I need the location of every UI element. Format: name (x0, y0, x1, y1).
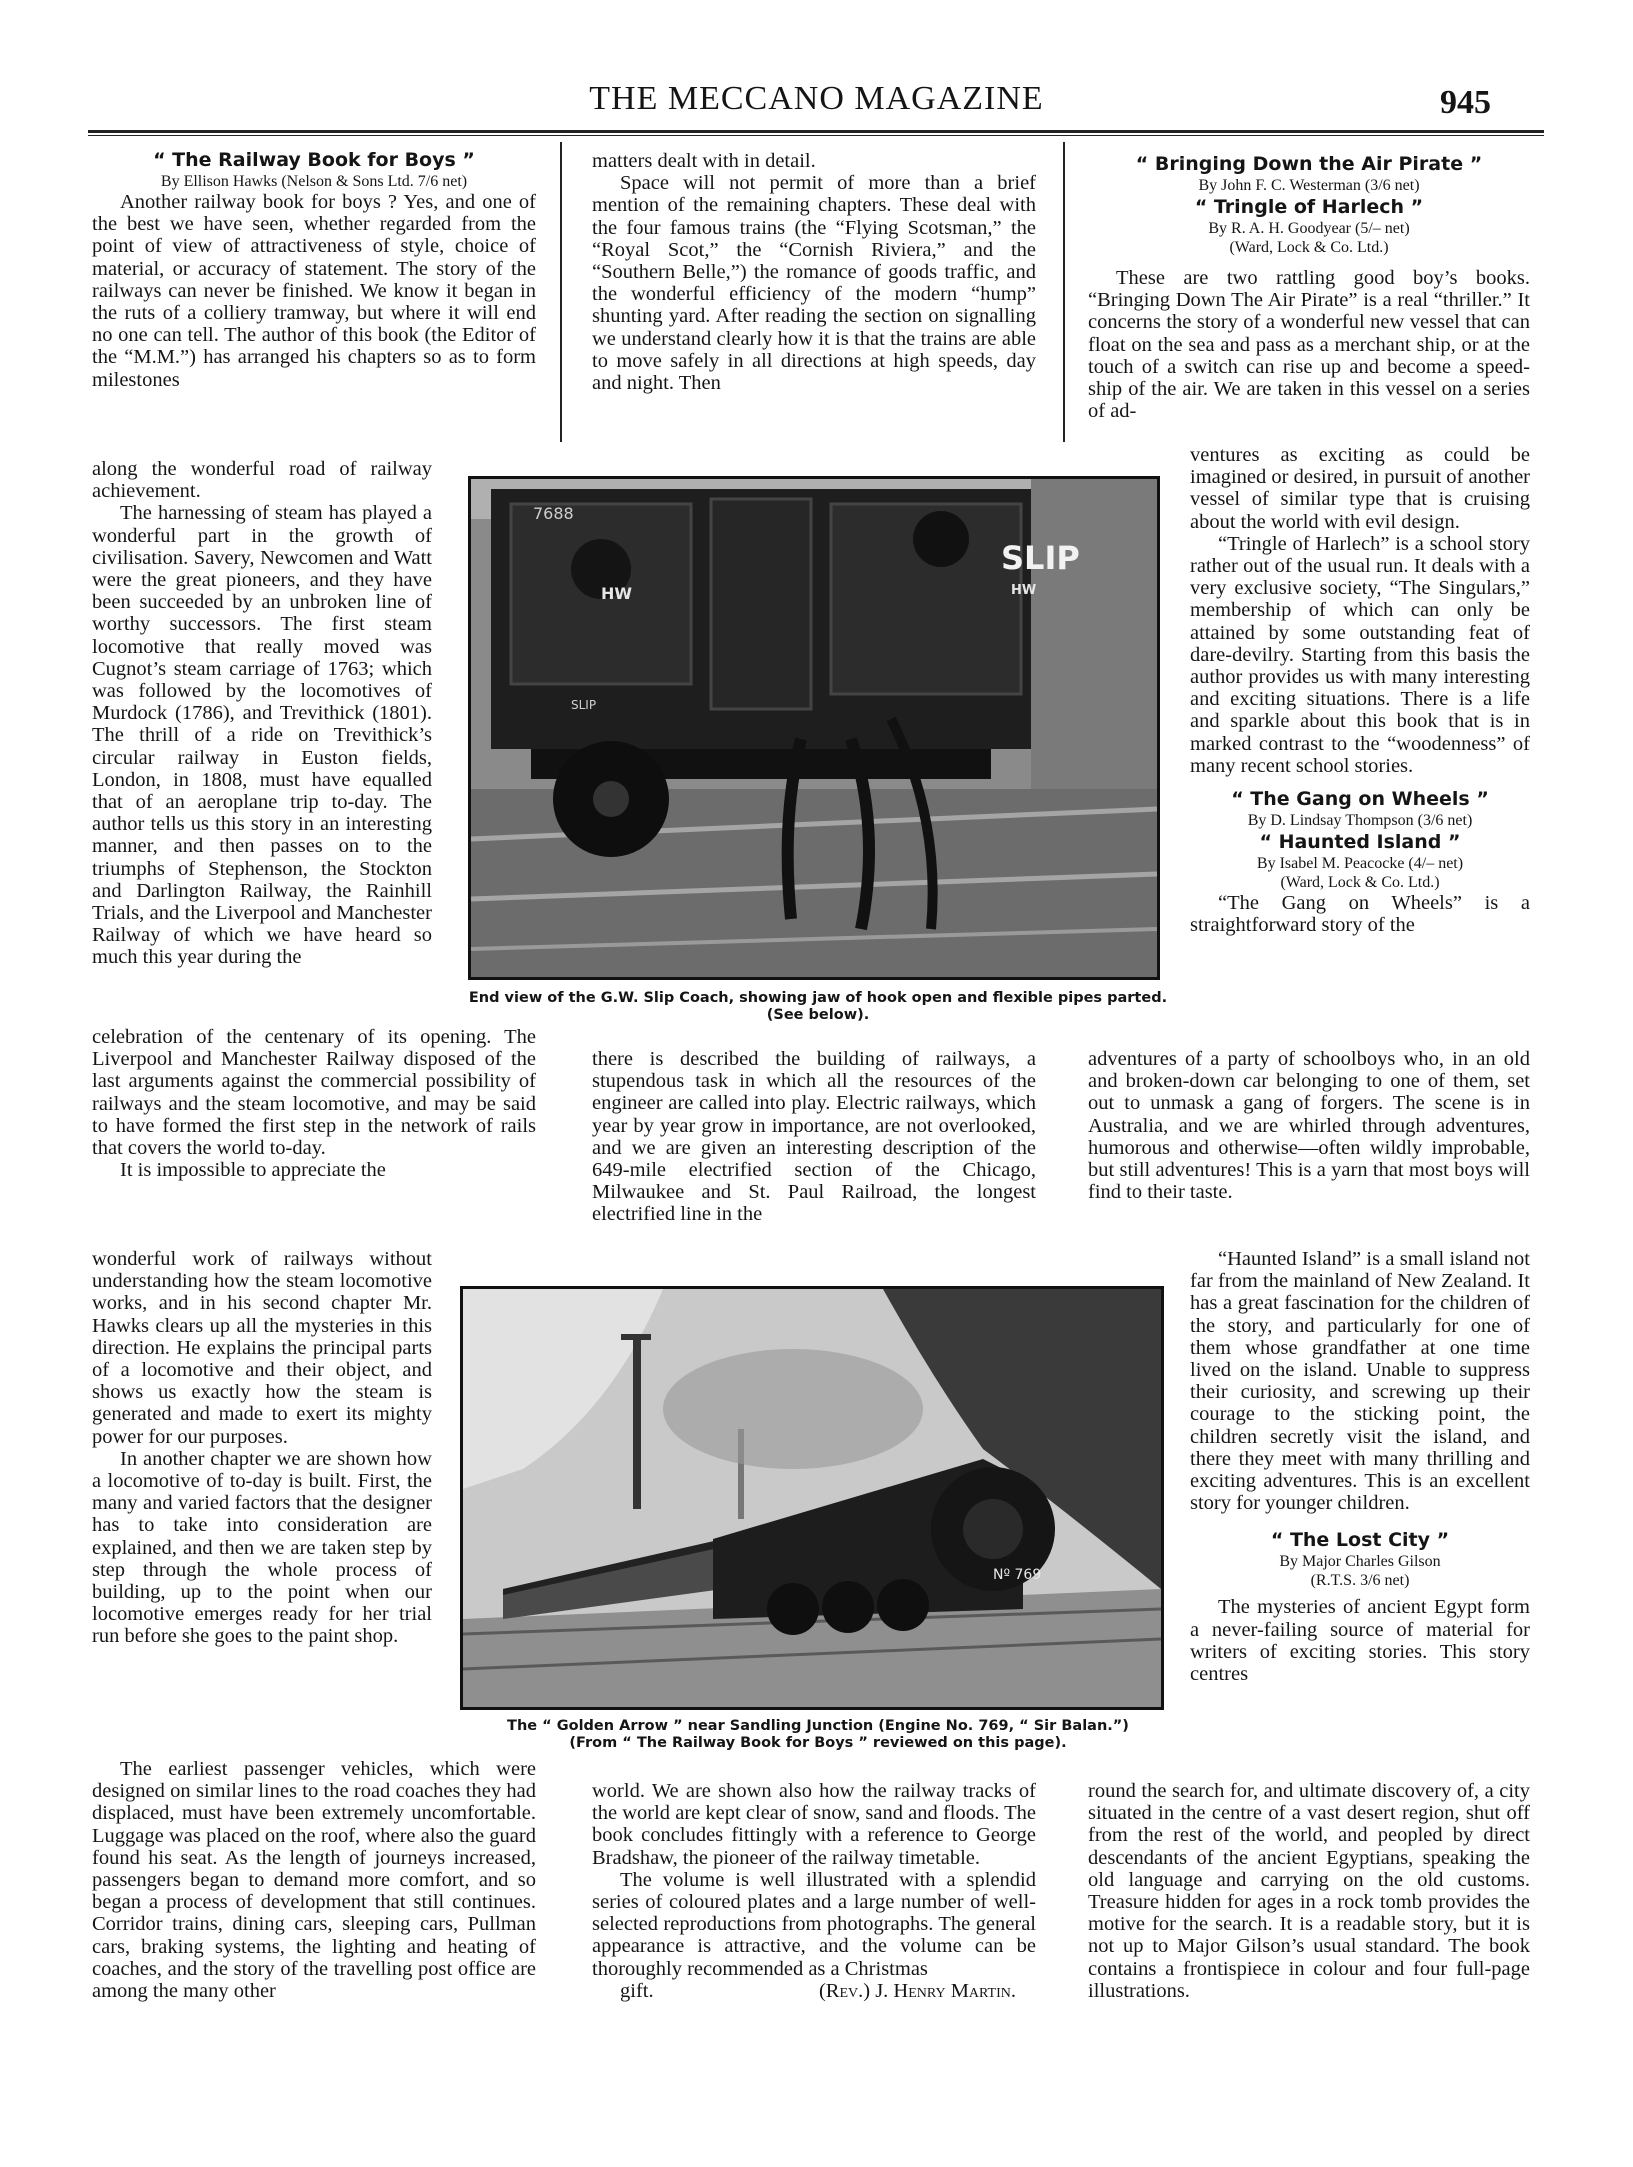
paragraph: wonderful work of railways without understanding how the steam locomotive works, and in his second chapter Mr. Hawks clears up all the mysteries in this direction. He explains the principal parts of a locomotive and their object, and shows us exactly how the steam is generated and made to exert its mighty power for our purposes. (92, 1248, 432, 1448)
paragraph: “The Gang on Wheels” is a straightforward story of the (1190, 892, 1530, 937)
column-1-narrow (92, 458, 432, 969)
column-1-top (92, 148, 536, 391)
column-1-middle (92, 1026, 536, 1181)
paragraph: Space will not permit of more than a brief mention of the remaining chapters. These deal with the four famous trains (the “Flying Scotsman,” the “Royal Scot,” the “Cornish Riviera,” and the “Southern Belle,”) the romance of goods traffic, and the wonderful efficiency of the modern “hump” shunting yard. After reading the section on signalling we understand clearly how it is that the trains are able to move safely in all directions at high speeds, day and night. Then (592, 172, 1036, 395)
review-publisher-tringle: (Ward, Lock & Co. Ltd.) (1229, 239, 1389, 256)
golden-arrow-illustration (463, 1289, 1161, 1707)
coach-number-label: 7688 (533, 504, 574, 523)
caption-line: (See below). (766, 1007, 870, 1023)
column-divider-left (560, 142, 562, 442)
paragraph: “Haunted Island” is a small island not far from the mainland of New Zealand. It has a great fascination for the children of the story, and particularly for one of them whose grandfather at one time lived on the island. Unable to suppress their curiosity, and screwing up their courage to the sticking point, the children secretly visit the island, and there they meet with many thrilling and exciting adventures. This is an excellent story for younger children. (1190, 1248, 1530, 1515)
paragraph: adventures of a party of schoolboys who, in an old and broken-down car belonging to one of them, set out to unmask a gang of forgers. The scene is in Australia, and we are whirled through adventures, humorous and otherwise—often wildly improbable, but still adventures! This is a yarn that most boys will find to their taste. (1088, 1048, 1530, 1204)
paragraph: round the search for, and ultimate discovery of, a city situated in the centre of a vast desert region, shut off from the rest of the world, and peopled by direct descendants of the ancient Egyptians, speaking the old language and carrying on the old customs. Treasure hidden for ages in a rock tomb provides the motive for the search. It is a readable story, but it is not up to Major Gilson’s usual standard. The book contains a frontispiece in colour and four full-page illustrations. (1088, 1780, 1530, 2002)
review-publisher-haunted-island: (Ward, Lock & Co. Ltd.) (1280, 874, 1440, 892)
page-number: 945 (1440, 84, 1491, 121)
reviewer-signature: (Rev.) J. Henry Martin. (818, 1979, 1016, 2002)
review-heading-tringle: “ Tringle of Harlech ” (1194, 196, 1424, 218)
review-byline-railway-book: By Ellison Hawks (Nelson & Sons Ltd. 7/6 net) (160, 173, 468, 190)
column-1-bottom (92, 1758, 536, 2002)
paragraph: ventures as exciting as could be imagined or desired, in pursuit of another vessel of similar type that is cruising about the world with evil design. (1190, 444, 1530, 533)
slip-coach-photo (468, 476, 1160, 980)
column-divider-right (1063, 142, 1065, 442)
header-rule (88, 130, 1544, 133)
closing-word: gift. (620, 1979, 654, 2002)
header-rule-thin (88, 135, 1544, 136)
paragraph: It is impossible to appreciate the (120, 1159, 386, 1182)
coach-marking-right: HW (1011, 583, 1037, 598)
caption-line: (From “ The Railway Book for Boys ” reviewed on this page). (569, 1735, 1067, 1751)
column-2-middle (592, 1048, 1036, 1226)
column-3-middle (1088, 1048, 1530, 1203)
golden-arrow-photo (460, 1286, 1164, 1710)
paragraph: The mysteries of ancient Egypt form a never-failing source of material for writers of exciting stories. This story centres (1190, 1596, 1530, 1686)
review-heading-air-pirate: “ Bringing Down the Air Pirate ” (1135, 153, 1483, 175)
review-byline-gang-on-wheels: By D. Lindsay Thompson (3/6 net) (1247, 812, 1473, 830)
review-heading-haunted-island: “ Haunted Island ” (1259, 831, 1461, 854)
column-1-narrow-2 (92, 1248, 432, 1648)
column-3-narrow (1190, 444, 1530, 936)
paragraph: Another railway book for boys ? Yes, and one of the best we have seen, whether regarded from the point of view of attractiveness of style, choice of material, or accuracy of statement. The story of the railways can never be finished. We know it began in the ruts of a colliery tramway, but where it will end no one can tell. The author of this book (the Editor of the “M.M.”) has arranged his chapters so as to form milestones (92, 191, 536, 391)
review-publisher-lost-city: (R.T.S. 3/6 net) (1310, 1572, 1410, 1590)
slip-sign: SLIP (1001, 539, 1080, 577)
review-byline-lost-city: By Major Charles Gilson (1279, 1553, 1441, 1571)
paragraph: world. We are shown also how the railway tracks of the world are kept clear of snow, sand and floods. The book concludes fittingly with a reference to George Bradshaw, the pioneer of the railway timetable. (592, 1780, 1036, 1869)
paragraph: The volume is well illustrated with a splendid series of coloured plates and a large number of well-selected reproductions from photographs. The general appearance is attractive, and the volume can be thoroughly recommended as a Christmas (592, 1868, 1036, 1980)
golden-arrow-caption (440, 1718, 1196, 1752)
caption-line: The “ Golden Arrow ” near Sandling Junction (Engine No. 769, “ Sir Balan.”) (507, 1718, 1129, 1734)
review-byline-haunted-island: By Isabel M. Peacocke (4/– net) (1256, 855, 1464, 873)
paragraph: along the wonderful road of railway achievement. (92, 458, 432, 503)
column-2-top (592, 150, 1036, 394)
paragraph: In another chapter we are shown how a locomotive of to-day is built. First, the many and varied factors that the designer has to take into consideration are explained, and then we are taken step by step through the whole process of building, up to the point when our locomotive emerges ready for her trial run before she goes to the paint shop. (92, 1447, 432, 1648)
paragraph: The earliest passenger vehicles, which were designed on similar lines to the road coaches they had displaced, must have been extremely uncomfortable. Luggage was placed on the roof, where also the guard found his seat. As the length of journeys increased, passengers began to demand more comfort, and so began a process of development that still continues. Corridor trains, dining cars, sleeping cars, Pullman cars, braking systems, the lighting and heating of coaches, and the story of the travelling post office are among the many other (92, 1758, 536, 2003)
paragraph: “Tringle of Harlech” is a school story rather out of the usual run. It deals with a very exclusive society, “The Singulars,” membership of which can only be attained by some outstanding feat of dare-devilry. Starting from this basis the author provides us with many interesting and exciting situations. There is a life and sparkle about this book that is in marked contrast to the “woodenness” of many recent school stories. (1190, 532, 1530, 777)
slip-coach-caption (440, 990, 1196, 1024)
column-3-bottom (1088, 1780, 1530, 2002)
review-heading-gang-on-wheels: “ The Gang on Wheels ” (1231, 788, 1489, 811)
column-3-top (1088, 152, 1530, 422)
coach-marking-lower: SLIP (571, 698, 597, 712)
review-heading-railway-book: “ The Railway Book for Boys ” (153, 149, 475, 171)
review-byline-tringle: By R. A. H. Goodyear (5/– net) (1208, 220, 1410, 237)
slip-coach-illustration (471, 479, 1157, 977)
coach-marking-left: HW (601, 584, 633, 603)
magazine-title: THE MECCANO MAGAZINE (589, 80, 1044, 117)
review-byline-air-pirate: By John F. C. Westerman (3/6 net) (1198, 177, 1420, 194)
paragraph: The harnessing of steam has played a wonderful part in the growth of civilisation. Savery, Newcomen and Watt were the great pioneers, and they have been succeeded by an unbroken line of worthy successors. The first steam locomotive that really moved was Cugnot’s steam carriage of 1763; which was followed by the locomotives of Murdock (1786), and Trevithick (1801). The thrill of a ride on Trevithick’s circular railway in Euston fields, London, in 1808, must have equalled that of an aeroplane trip to-day. The author tells us this story in an interesting manner, and then passes on to the triumphs of Stephenson, the Stockton and Darlington Railway, the Rainhill Trials, and the Liverpool and Manchester Railway of which we have heard so much this year during the (92, 502, 432, 969)
paragraph: celebration of the centenary of its opening. The Liverpool and Manchester Railway disposed of the last arguments against the commercial possibility of railways and the steam locomotive, and may be said to have formed the first step in the network of rails that covers the world to-day. (92, 1026, 536, 1160)
column-3-narrow-2 (1190, 1248, 1530, 1685)
paragraph: matters dealt with in detail. (592, 150, 816, 172)
engine-number-plate: Nº 769 (993, 1567, 1042, 1583)
column-2-bottom (592, 1780, 1036, 2002)
caption-line: End view of the G.W. Slip Coach, showing jaw of hook open and flexible pipes parted. (468, 990, 1168, 1006)
review-heading-lost-city: “ The Lost City ” (1270, 1529, 1450, 1552)
paragraph: there is described the building of railways, a stupendous task in which all the resources of the engineer are called into play. Electric railways, which year by year grow in importance, are not overlooked, and we are given an interesting description of the 649-mile electrified section of the Chicago, Milwaukee and St. Paul Railroad, the longest electrified line in the (592, 1048, 1036, 1226)
paragraph: These are two rattling good boy’s books. “Bringing Down The Air Pirate” is a real “thriller.” It concerns the story of a wonderful new vessel that can float on the sea and pass as a merchant ship, or at the touch of a switch can rise up and become a speed-ship of the air. We are taken in this vessel on a series of ad- (1088, 267, 1530, 423)
